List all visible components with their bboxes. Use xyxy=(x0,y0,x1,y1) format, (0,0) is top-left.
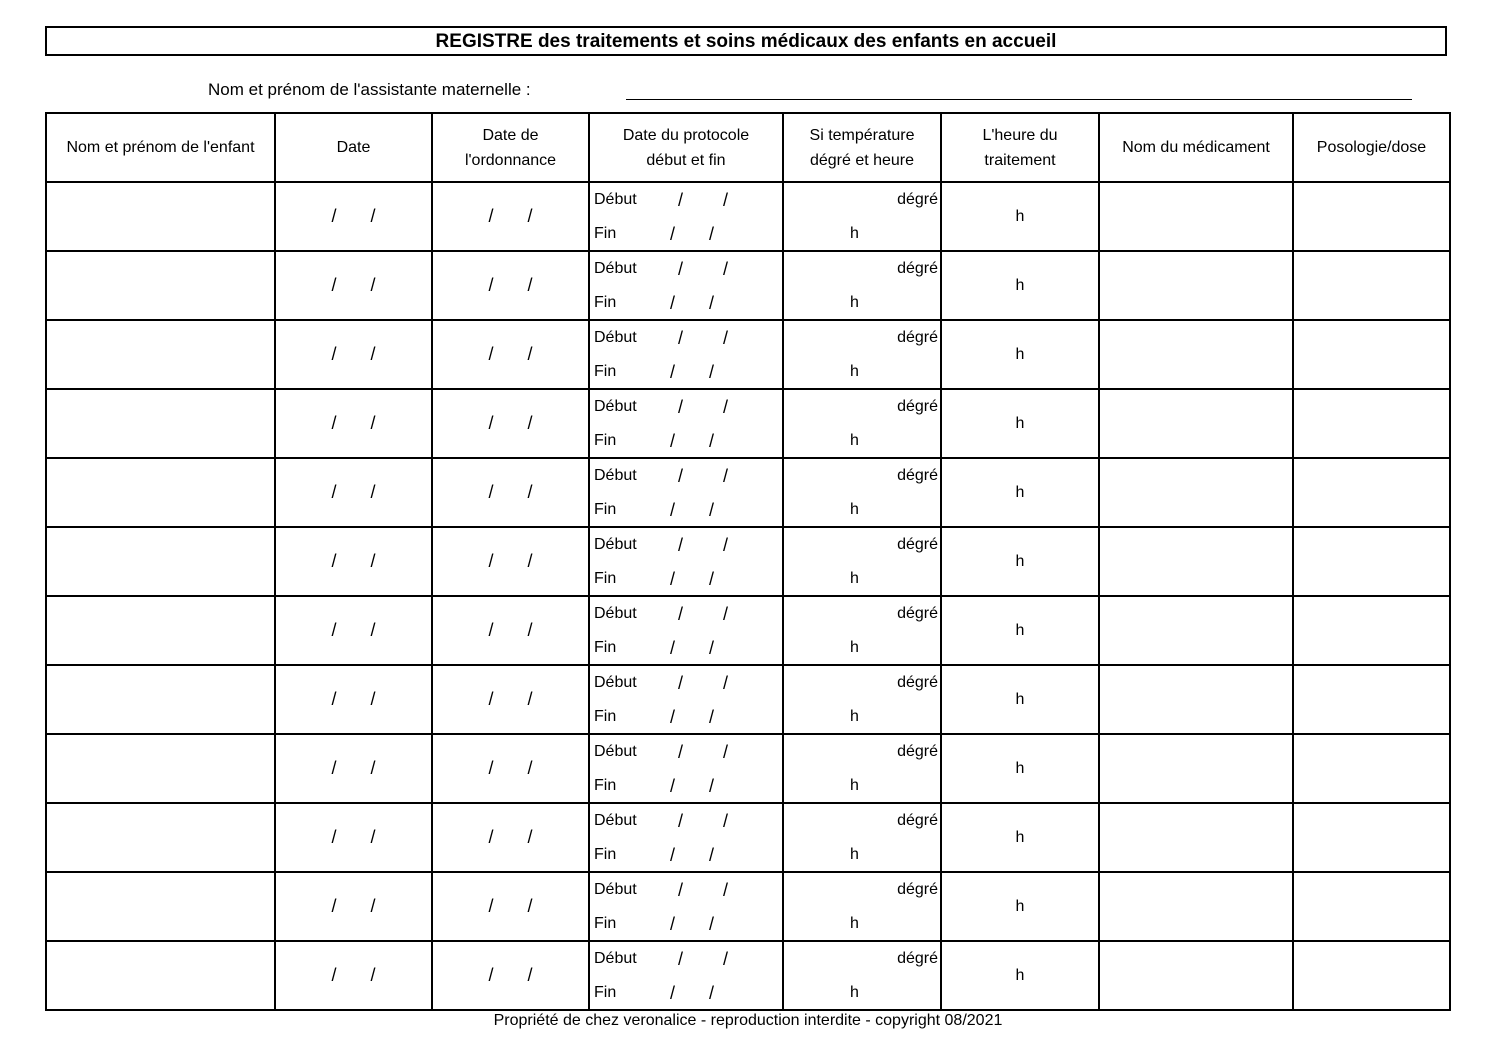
table-row xyxy=(46,665,1450,734)
header-treatment-time: L'heure du traitement xyxy=(941,113,1099,182)
degree-label: dégré xyxy=(897,881,938,898)
table-row xyxy=(46,734,1450,803)
temperature-cell[interactable] xyxy=(783,872,941,941)
temperature-cell[interactable] xyxy=(783,941,941,1010)
prescription-date-cell[interactable]: / / xyxy=(432,941,589,1010)
treatment-hour-label: h xyxy=(1015,552,1025,570)
medication-cell[interactable] xyxy=(1099,872,1293,941)
date-cell[interactable]: / / xyxy=(275,941,432,1010)
treatment-hour-label: h xyxy=(1015,828,1025,846)
dosage-cell[interactable] xyxy=(1293,389,1450,458)
child-name-cell[interactable] xyxy=(46,320,275,389)
temperature-hour-label: h xyxy=(850,639,859,656)
medication-cell[interactable] xyxy=(1099,734,1293,803)
protocol-start-label: Début xyxy=(594,260,637,277)
dosage-cell[interactable] xyxy=(1293,596,1450,665)
degree-label: dégré xyxy=(897,398,938,415)
protocol-dates-cell[interactable]: Début / / Fin / / xyxy=(589,458,783,527)
treatment-time-cell[interactable] xyxy=(941,320,1099,389)
prescription-date-cell[interactable]: / / xyxy=(432,803,589,872)
protocol-dates-cell[interactable]: Début / / Fin / / xyxy=(589,596,783,665)
protocol-start-label: Début xyxy=(594,536,637,553)
assistant-name-field-line[interactable] xyxy=(626,99,1412,100)
treatment-hour-label: h xyxy=(1015,276,1025,294)
treatment-time-cell[interactable] xyxy=(941,527,1099,596)
protocol-start-label: Début xyxy=(594,605,637,622)
temperature-cell[interactable] xyxy=(783,389,941,458)
protocol-start-label: Début xyxy=(594,467,637,484)
temperature-hour-label: h xyxy=(850,708,859,725)
child-name-cell[interactable] xyxy=(46,389,275,458)
protocol-dates-cell[interactable]: Début / / Fin / / xyxy=(589,665,783,734)
table-row xyxy=(46,458,1450,527)
dosage-cell[interactable] xyxy=(1293,803,1450,872)
treatment-hour-label: h xyxy=(1015,897,1025,915)
protocol-start-label: Début xyxy=(594,398,637,415)
protocol-start-label: Début xyxy=(594,812,637,829)
header-child-name: Nom et prénom de l'enfant xyxy=(46,113,275,182)
table-row xyxy=(46,803,1450,872)
date-cell[interactable]: / / xyxy=(275,665,432,734)
document-title: REGISTRE des traitements et soins médicaux des enfants en accueil xyxy=(45,26,1447,56)
prescription-date-cell[interactable]: / / xyxy=(432,458,589,527)
date-cell[interactable]: / / xyxy=(275,251,432,320)
protocol-dates-cell[interactable]: Début / / Fin / / xyxy=(589,872,783,941)
temperature-cell[interactable] xyxy=(783,734,941,803)
dosage-cell[interactable] xyxy=(1293,527,1450,596)
treatment-hour-label: h xyxy=(1015,690,1025,708)
dosage-cell[interactable] xyxy=(1293,872,1450,941)
table-row xyxy=(46,251,1450,320)
degree-label: dégré xyxy=(897,467,938,484)
protocol-start-label: Début xyxy=(594,191,637,208)
degree-label: dégré xyxy=(897,191,938,208)
temperature-hour-label: h xyxy=(850,501,859,518)
protocol-end-label: Fin xyxy=(594,708,617,725)
table-row xyxy=(46,596,1450,665)
date-cell[interactable]: / / xyxy=(275,527,432,596)
treatment-hour-label: h xyxy=(1015,759,1025,777)
medication-cell[interactable] xyxy=(1099,251,1293,320)
temperature-cell[interactable] xyxy=(783,596,941,665)
prescription-date-cell[interactable]: / / xyxy=(432,734,589,803)
medication-cell[interactable] xyxy=(1099,527,1293,596)
table-row xyxy=(46,182,1450,251)
child-name-cell[interactable] xyxy=(46,182,275,251)
medication-cell[interactable] xyxy=(1099,458,1293,527)
temperature-hour-label: h xyxy=(850,225,859,242)
prescription-date-cell[interactable]: / / xyxy=(432,389,589,458)
treatment-time-cell[interactable] xyxy=(941,872,1099,941)
degree-label: dégré xyxy=(897,812,938,829)
child-name-cell[interactable] xyxy=(46,596,275,665)
date-cell[interactable]: / / xyxy=(275,389,432,458)
protocol-end-label: Fin xyxy=(594,363,617,380)
header-medication: Nom du médicament xyxy=(1099,113,1293,182)
medication-cell[interactable] xyxy=(1099,803,1293,872)
protocol-end-label: Fin xyxy=(594,846,617,863)
date-cell[interactable]: / / xyxy=(275,320,432,389)
treatment-time-cell[interactable] xyxy=(941,596,1099,665)
temperature-hour-label: h xyxy=(850,846,859,863)
protocol-end-label: Fin xyxy=(594,777,617,794)
temperature-hour-label: h xyxy=(850,570,859,587)
degree-label: dégré xyxy=(897,329,938,346)
protocol-dates-cell[interactable]: Début / / Fin / / xyxy=(589,251,783,320)
child-name-cell[interactable] xyxy=(46,458,275,527)
child-name-cell[interactable] xyxy=(46,872,275,941)
treatment-time-cell[interactable] xyxy=(941,941,1099,1010)
temperature-hour-label: h xyxy=(850,984,859,1001)
dosage-cell[interactable] xyxy=(1293,941,1450,1010)
protocol-start-label: Début xyxy=(594,743,637,760)
dosage-cell[interactable] xyxy=(1293,320,1450,389)
treatment-time-cell[interactable] xyxy=(941,458,1099,527)
protocol-start-label: Début xyxy=(594,950,637,967)
treatment-hour-label: h xyxy=(1015,414,1025,432)
protocol-end-label: Fin xyxy=(594,915,617,932)
protocol-dates-cell[interactable]: Début / / Fin / / xyxy=(589,320,783,389)
header-date: Date xyxy=(275,113,432,182)
temperature-cell[interactable] xyxy=(783,803,941,872)
table-row xyxy=(46,941,1450,1010)
table-row xyxy=(46,527,1450,596)
treatment-register-table xyxy=(45,112,1451,1011)
medication-cell[interactable] xyxy=(1099,389,1293,458)
protocol-end-label: Fin xyxy=(594,570,617,587)
header-dosage: Posologie/dose xyxy=(1293,113,1450,182)
degree-label: dégré xyxy=(897,743,938,760)
child-name-cell[interactable] xyxy=(46,665,275,734)
prescription-date-cell[interactable]: / / xyxy=(432,527,589,596)
temperature-cell[interactable] xyxy=(783,527,941,596)
temperature-cell[interactable] xyxy=(783,320,941,389)
child-name-cell[interactable] xyxy=(46,941,275,1010)
dosage-cell[interactable] xyxy=(1293,251,1450,320)
treatment-time-cell[interactable] xyxy=(941,734,1099,803)
prescription-date-cell[interactable]: / / xyxy=(432,665,589,734)
degree-label: dégré xyxy=(897,536,938,553)
treatment-hour-label: h xyxy=(1015,621,1025,639)
protocol-end-label: Fin xyxy=(594,501,617,518)
date-cell[interactable]: / / xyxy=(275,872,432,941)
prescription-date-cell[interactable]: / / xyxy=(432,872,589,941)
temperature-hour-label: h xyxy=(850,432,859,449)
protocol-dates-cell[interactable]: Début / / Fin / / xyxy=(589,527,783,596)
protocol-end-label: Fin xyxy=(594,984,617,1001)
protocol-start-label: Début xyxy=(594,881,637,898)
degree-label: dégré xyxy=(897,260,938,277)
copyright-footer: Propriété de chez veronalice - reproduction interdite - copyright 08/2021 xyxy=(493,1012,1003,1029)
date-cell[interactable]: / / xyxy=(275,803,432,872)
protocol-end-label: Fin xyxy=(594,294,617,311)
treatment-time-cell[interactable] xyxy=(941,803,1099,872)
temperature-hour-label: h xyxy=(850,915,859,932)
register-body xyxy=(46,182,1450,1010)
dosage-cell[interactable] xyxy=(1293,665,1450,734)
child-name-cell[interactable] xyxy=(46,251,275,320)
table-row xyxy=(46,389,1450,458)
medication-cell[interactable] xyxy=(1099,596,1293,665)
protocol-end-label: Fin xyxy=(594,432,617,449)
date-cell[interactable]: / / xyxy=(275,182,432,251)
treatment-time-cell[interactable] xyxy=(941,665,1099,734)
protocol-start-label: Début xyxy=(594,329,637,346)
prescription-date-cell[interactable]: / / xyxy=(432,251,589,320)
medication-cell[interactable] xyxy=(1099,941,1293,1010)
prescription-date-cell[interactable]: / / xyxy=(432,182,589,251)
degree-label: dégré xyxy=(897,950,938,967)
treatment-time-cell[interactable] xyxy=(941,389,1099,458)
temperature-hour-label: h xyxy=(850,363,859,380)
header-prescription-date: Date de l'ordonnance xyxy=(432,113,589,182)
temperature-cell[interactable] xyxy=(783,665,941,734)
table-row xyxy=(46,320,1450,389)
temperature-cell[interactable] xyxy=(783,458,941,527)
temperature-hour-label: h xyxy=(850,294,859,311)
child-name-cell[interactable] xyxy=(46,803,275,872)
medication-cell[interactable] xyxy=(1099,320,1293,389)
treatment-hour-label: h xyxy=(1015,207,1025,225)
assistant-name-label: Nom et prénom de l'assistante maternelle : xyxy=(208,80,531,99)
dosage-cell[interactable] xyxy=(1293,734,1450,803)
treatment-time-cell[interactable] xyxy=(941,182,1099,251)
prescription-date-cell[interactable]: / / xyxy=(432,596,589,665)
medication-cell[interactable] xyxy=(1099,665,1293,734)
header-protocol-dates: Date du protocole début et fin xyxy=(589,113,783,182)
treatment-hour-label: h xyxy=(1015,345,1025,363)
dosage-cell[interactable] xyxy=(1293,458,1450,527)
table-header-row xyxy=(46,113,1450,182)
treatment-time-cell[interactable] xyxy=(941,251,1099,320)
protocol-start-label: Début xyxy=(594,674,637,691)
treatment-hour-label: h xyxy=(1015,483,1025,501)
temperature-hour-label: h xyxy=(850,777,859,794)
child-name-cell[interactable] xyxy=(46,734,275,803)
table-row xyxy=(46,872,1450,941)
date-cell[interactable]: / / xyxy=(275,596,432,665)
protocol-dates-cell[interactable]: Début / / Fin / / xyxy=(589,803,783,872)
degree-label: dégré xyxy=(897,605,938,622)
treatment-hour-label: h xyxy=(1015,966,1025,984)
date-cell[interactable]: / / xyxy=(275,458,432,527)
protocol-dates-cell[interactable]: Début / / Fin / / xyxy=(589,389,783,458)
protocol-end-label: Fin xyxy=(594,639,617,656)
dosage-cell[interactable] xyxy=(1293,182,1450,251)
medication-cell[interactable] xyxy=(1099,182,1293,251)
prescription-date-cell[interactable]: / / xyxy=(432,320,589,389)
child-name-cell[interactable] xyxy=(46,527,275,596)
protocol-dates-cell[interactable]: Début / / Fin / / xyxy=(589,182,783,251)
protocol-dates-cell[interactable]: Début / / Fin / / xyxy=(589,734,783,803)
temperature-cell[interactable] xyxy=(783,251,941,320)
degree-label: dégré xyxy=(897,674,938,691)
date-cell[interactable]: / / xyxy=(275,734,432,803)
protocol-dates-cell[interactable]: Début / / Fin / / xyxy=(589,941,783,1010)
header-temperature: Si température dégré et heure xyxy=(783,113,941,182)
temperature-cell[interactable] xyxy=(783,182,941,251)
protocol-end-label: Fin xyxy=(594,225,617,242)
